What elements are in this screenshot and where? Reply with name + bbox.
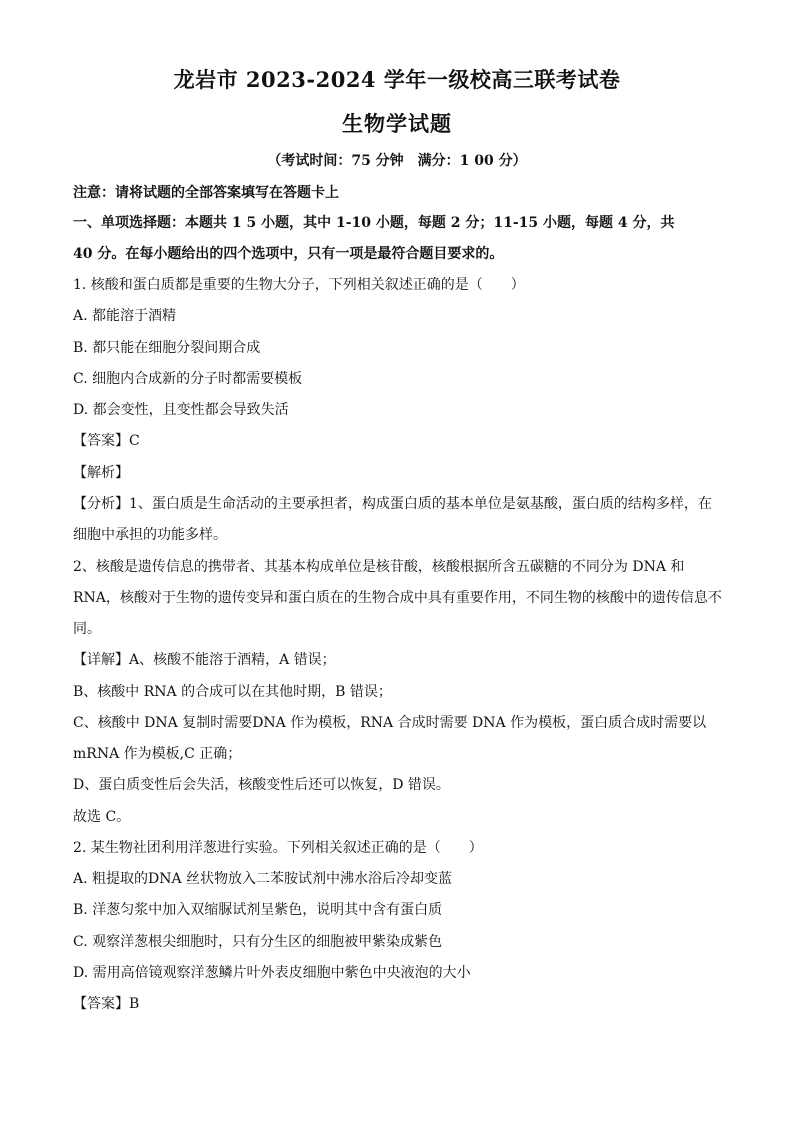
question-1-option-c: C. 细胞内合成新的分子时都需要模板 (73, 371, 303, 387)
notice: 注意：请将试题的全部答案填写在答题卡上 (73, 185, 339, 201)
analysis-line: 2、核酸是遗传信息的携带者、其基本构成单位是核苷酸，核酸根据所含五碳糖的不同分为 DNA 和 (73, 559, 685, 575)
section-heading-line-1: 一、单项选择题：本题共 1 5 小题，其中 1-10 小题，每题 2 分；11-15 小题，每题 4 分，共 (73, 215, 675, 231)
section-heading-line-2: 40 分。在每小题给出的四个选项中，只有一项是最符合题目要求的。 (73, 246, 504, 262)
question-2-stem: 2. 某生物社团利用洋葱进行实验。下列相关叙述正确的是（ ） (73, 840, 483, 856)
question-2-option-b: B. 洋葱匀浆中加入双缩脲试剂呈紫色，说明其中含有蛋白质 (73, 902, 443, 918)
analysis-line: B、核酸中 RNA 的合成可以在其他时期，B 错误； (73, 684, 392, 700)
question-2-option-c: C. 观察洋葱根尖细胞时，只有分生区的细胞被甲紫染成紫色 (73, 934, 443, 950)
analysis-line: RNA，核酸对于生物的遗传变异和蛋白质在的生物合成中具有重要作用，不同生物的核酸中的遗传信息不 (73, 590, 722, 606)
exam-title: 龙岩市 2023-2024 学年一级校高三联考试卷 (173, 67, 621, 92)
analysis-line: C、核酸中 DNA 复制时需要DNA 作为模板，RNA 合成时需要 DNA 作为模板，蛋白质合成时需要以 (73, 715, 707, 731)
question-1-option-b: B. 都只能在细胞分裂间期合成 (73, 340, 261, 356)
analysis-line: D、蛋白质变性后会失活，核酸变性后还可以恢复，D 错误。 (73, 777, 450, 793)
question-1-answer: 【答案】C (73, 433, 140, 449)
question-2-option-a: A. 粗提取的DNA 丝状物放入二苯胺试剂中沸水浴后冷却变蓝 (73, 871, 453, 887)
question-1-stem: 1. 核酸和蛋白质都是重要的生物大分子，下列相关叙述正确的是（ ） (73, 277, 525, 293)
question-1-analysis-label: 【解析】 (73, 465, 129, 481)
analysis-line: 【详解】A、核酸不能溶于酒精，A 错误； (73, 652, 336, 668)
question-1-option-a: A. 都能溶于酒精 (73, 308, 177, 324)
analysis-line: 【分析】1、蛋白质是生命活动的主要承担者，构成蛋白质的基本单位是氨基酸，蛋白质的结构多样，在 (73, 496, 712, 512)
question-2-answer: 【答案】B (73, 996, 140, 1012)
subject-title: 生物学试题 (342, 111, 452, 136)
analysis-line: 细胞中承担的功能多样。 (73, 527, 227, 543)
question-1-option-d: D. 都会变性，且变性都会导致失活 (73, 402, 289, 418)
question-2-option-d: D. 需用高倍镜观察洋葱鳞片叶外表皮细胞中紫色中央液泡的大小 (73, 965, 471, 981)
exam-info: （考试时间：75 分钟 满分：1 00 分） (267, 153, 527, 169)
analysis-line: 同。 (73, 621, 101, 637)
analysis-line: mRNA 作为模板,C 正确； (73, 746, 242, 762)
analysis-line: 故选 C。 (73, 809, 131, 825)
